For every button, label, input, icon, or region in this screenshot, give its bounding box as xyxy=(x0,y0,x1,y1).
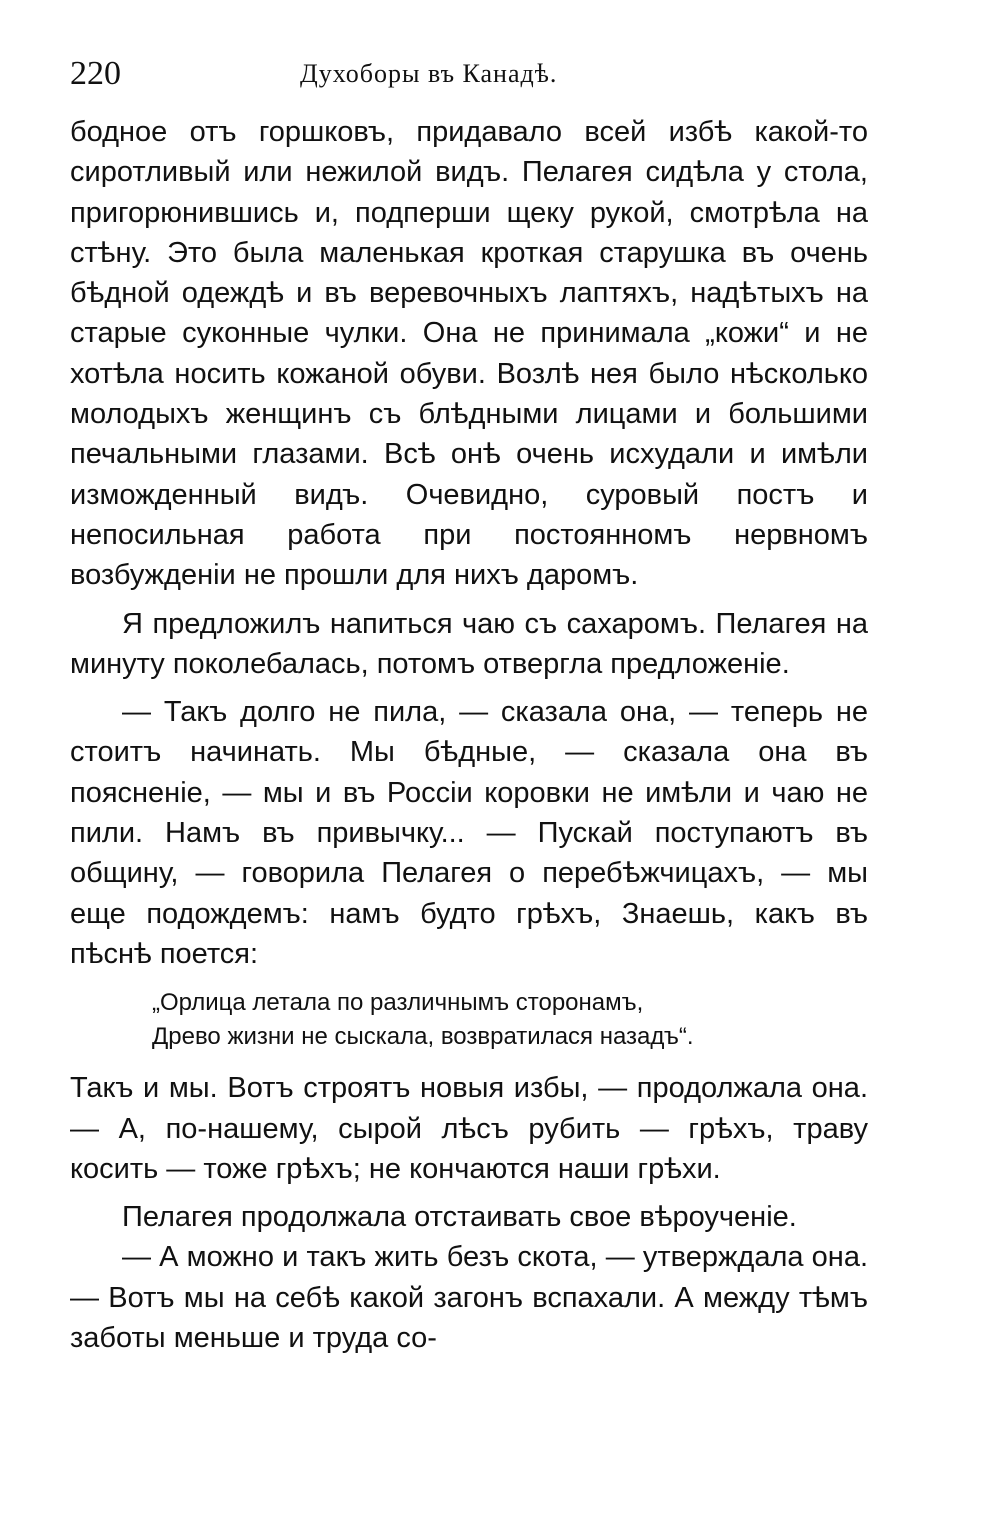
body-text xyxy=(70,112,868,1358)
page-number: 220 xyxy=(70,55,121,92)
page-header xyxy=(0,52,996,96)
paragraph-1: бодное отъ горшковъ, придавало всей избѣ какой-то сиротливый или нежилой видъ. Пелагея сидѣла у стола, пригорюнившись и, подперши щеку рукой, смотрѣла на стѣну. Это была маленькая кроткая старушка въ очень бѣдной одеждѣ и въ веревочныхъ лаптяхъ, надѣтыхъ на старые суконные чулки. Она не принимала „кожи“ и не хотѣла носить кожаной обуви. Возлѣ нея было нѣсколько молодыхъ женщинъ съ блѣдными лицами и большими печальными глазами. Всѣ онѣ очень исхудали и имѣли изможденный видъ. Очевидно, суровый постъ и непосильная работа при постоянномъ нервномъ возбужденіи не прошли для нихъ даромъ. xyxy=(70,116,868,592)
paragraph-2: Я предложилъ напиться чаю съ сахаромъ. Пелагея на минуту поколебалась, потомъ отвергла предложеніе. xyxy=(70,607,868,680)
paragraph-3: — Такъ долго не пила, — сказала она, — теперь не стоитъ начинать. Мы бѣдные, — сказала она въ поясненіе, — мы и въ Россіи коровки не имѣли и чаю не пили. Намъ въ привычку... — Пускай поступаютъ въ общину, — говорила Пелагея о перебѣжчицахъ, — мы еще подождемъ: намъ будто грѣхъ, Знаешь, какъ въ пѣснѣ поется: xyxy=(70,696,868,970)
running-title: Духоборы въ Канадѣ. xyxy=(300,59,558,88)
paragraph-6: — А можно и такъ жить безъ скота, — утверждала она. — Вотъ мы на себѣ какой загонъ вспахали. А между тѣмъ заботы меньше и труда со- xyxy=(70,1241,868,1355)
verse-line-1: „Орлица летала по различнымъ сторонамъ, xyxy=(152,989,644,1017)
verse-line-2: Древо жизни не сыскала, возвратилася назадъ“. xyxy=(152,1023,694,1051)
verse-quote xyxy=(152,986,868,1054)
paragraph-4: Такъ и мы. Вотъ строятъ новыя избы, — продолжала она. — А, по-нашему, сырой лѣсъ рубить — грѣхъ, траву косить — тоже грѣхъ; не кончаются наши грѣхи. xyxy=(70,1072,868,1185)
paragraph-5: Пелагея продолжала отстаивать свое вѣроученіе. xyxy=(122,1201,797,1234)
